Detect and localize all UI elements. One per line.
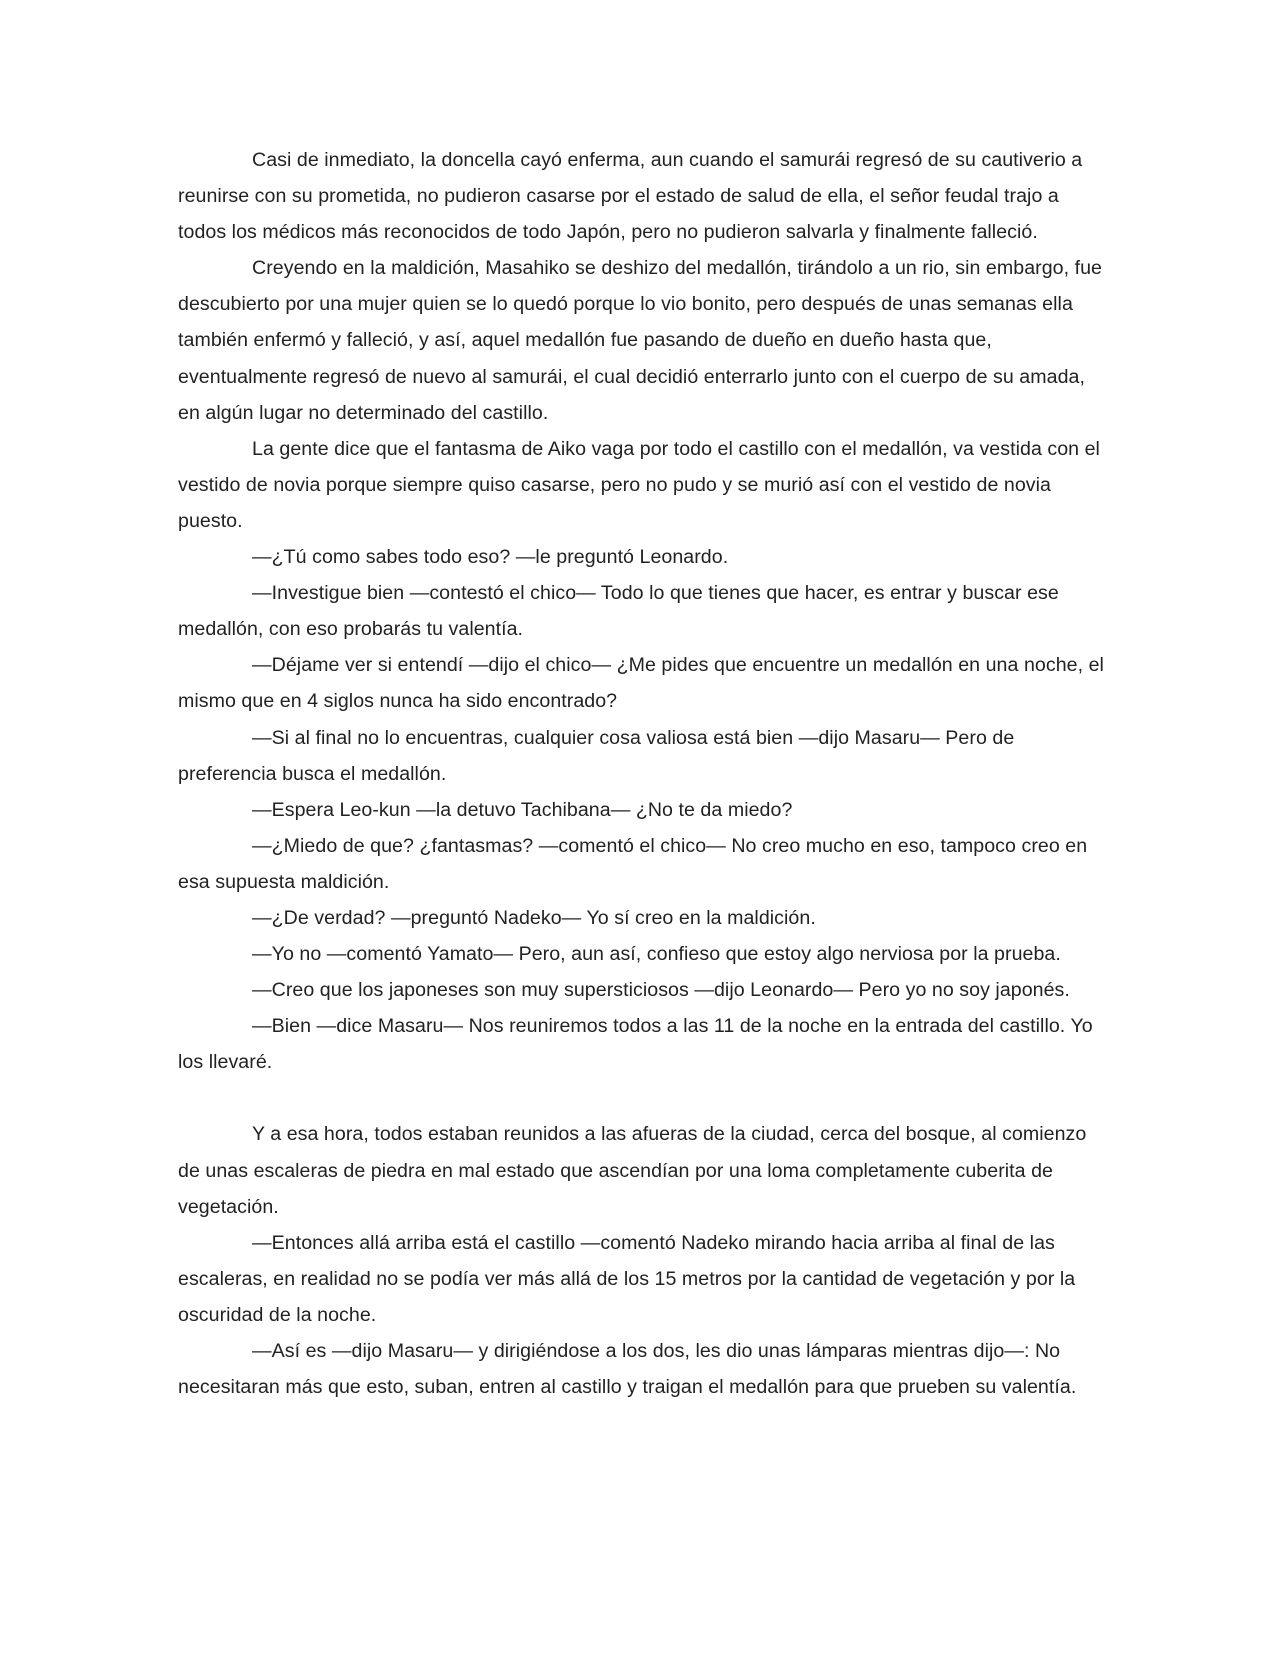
dialogue-line: —Entonces allá arriba está el castillo —comentó Nadeko mirando hacia arriba al final de las escaleras, en realidad no se podía ver más allá de los 15 metros por la cantidad de vegetación y por la oscuridad de la noche. (178, 1231, 1076, 1326)
dialogue-line: —Bien —dice Masaru— Nos reuniremos todos a las 11 de la noche en la entrada del castillo. Yo los llevaré. (178, 1015, 1093, 1074)
paragraph: Creyendo en la maldición, Masahiko se deshizo del medallón, tirándolo a un rio, sin embargo, fue descubierto por una mujer quien se lo quedó porque lo vio bonito, pero después de unas semanas ella también enfermó y falleció, y así, aquel medallón fue pasando de dueño en dueño hasta que, eventualmente regresó de nuevo al samurái, el cual decidió enterrarlo junto con el cuerpo de su amada, en algún lugar no determinado del castillo. (178, 257, 1102, 424)
dialogue-line: —¿De verdad? —preguntó Nadeko— Yo sí creo en la maldición. (252, 906, 816, 929)
dialogue-line: —Creo que los japoneses son muy supersticiosos —dijo Leonardo— Pero yo no soy japonés. (252, 979, 1070, 1002)
section-break (178, 1080, 1104, 1116)
dialogue-line: —Así es —dijo Masaru— y dirigiéndose a los dos, les dio unas lámparas mientras dijo—: No necesitaran más que esto, suban, entren al castillo y traigan el medallón para que prueben su valentía. (178, 1340, 1077, 1399)
dialogue-line: —¿Miedo de que? ¿fantasmas? —comentó el chico— No creo mucho en eso, tampoco creo en esa supuesta maldición. (178, 834, 1088, 893)
paragraph: La gente dice que el fantasma de Aiko vaga por todo el castillo con el medallón, va vestida con el vestido de novia porque siempre quiso casarse, pero no pudo y se murió así con el vestido de novia puesto. (178, 437, 1100, 532)
dialogue-line: —¿Tú como sabes todo eso? —le preguntó Leonardo. (252, 546, 729, 569)
document-body (178, 142, 1104, 1405)
paragraph: Y a esa hora, todos estaban reunidos a las afueras de la ciudad, cerca del bosque, al comienzo de unas escaleras de piedra en mal estado que ascendían por una loma completamente cuberita de vegetación. (178, 1123, 1087, 1218)
dialogue-line: —Investigue bien —contestó el chico— Todo lo que tienes que hacer, es entrar y buscar ese medallón, con eso probarás tu valentía. (178, 582, 1059, 641)
paragraph: Casi de inmediato, la doncella cayó enferma, aun cuando el samurái regresó de su cautiverio a reunirse con su prometida, no pudieron casarse por el estado de salud de ella, el señor feudal trajo a todos los médicos más reconocidos de todo Japón, pero no pudieron salvarla y finalmente falleció. (178, 149, 1083, 244)
dialogue-line: —Si al final no lo encuentras, cualquier cosa valiosa está bien —dijo Masaru— Pero de preferencia busca el medallón. (178, 726, 1015, 785)
dialogue-line: —Espera Leo-kun —la detuvo Tachibana— ¿No te da miedo? (252, 798, 793, 821)
dialogue-line: —Yo no —comentó Yamato— Pero, aun así, confieso que estoy algo nerviosa por la prueba. (252, 943, 1061, 966)
dialogue-line: —Déjame ver si entendí —dijo el chico— ¿Me pides que encuentre un medallón en una noche, el mismo que en 4 siglos nunca ha sido encontrado? (178, 654, 1104, 713)
